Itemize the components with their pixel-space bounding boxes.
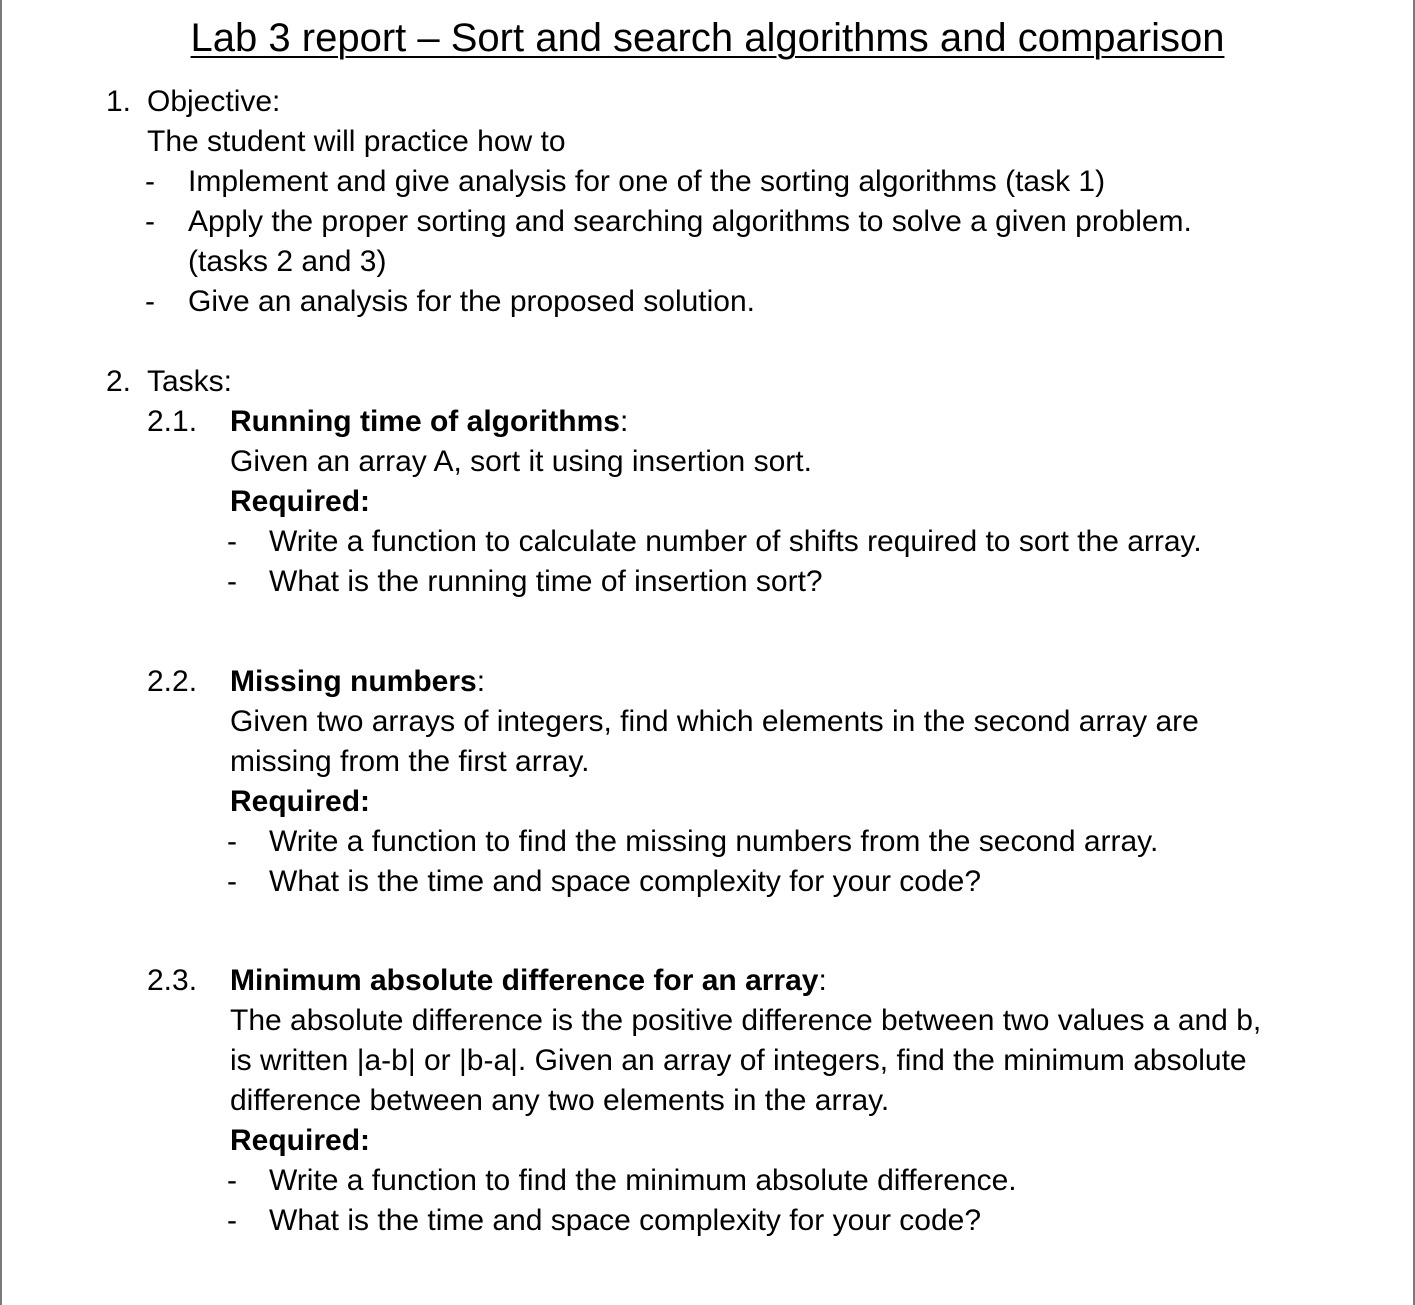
task-required-label: Required:: [230, 485, 371, 518]
task-requirement: Write a function to find the minimum absolute difference.: [269, 1164, 1017, 1197]
bullet-dash: -: [145, 285, 155, 318]
objective-bullet: Give an analysis for the proposed solution.: [188, 285, 755, 318]
task-required-label: Required:: [230, 785, 371, 818]
task-requirement: What is the time and space complexity for your code?: [269, 865, 982, 898]
bullet-dash: -: [227, 865, 237, 898]
objective-bullet: Apply the proper sorting and searching algorithms to solve a given problem.: [188, 205, 1192, 238]
section-heading-objective: Objective:: [147, 85, 281, 118]
task-description: difference between any two elements in the array.: [230, 1084, 890, 1117]
bullet-dash: -: [145, 165, 155, 198]
section-heading-tasks: Tasks:: [147, 365, 233, 398]
task-requirement: What is the running time of insertion sort?: [269, 565, 823, 598]
objective-bullet-continuation: (tasks 2 and 3): [188, 245, 387, 278]
task-requirement: What is the time and space complexity for your code?: [269, 1204, 982, 1237]
task-title: Running time of algorithms: [230, 405, 620, 438]
task-title-line: [230, 662, 485, 702]
task-number: 2.1.: [147, 405, 198, 438]
bullet-dash: -: [227, 565, 237, 598]
task-requirement: Write a function to calculate number of shifts required to sort the array.: [269, 525, 1202, 558]
bullet-dash: -: [227, 1164, 237, 1197]
task-title-line: [230, 961, 827, 1001]
bullet-dash: -: [227, 525, 237, 558]
task-description: missing from the first array.: [230, 745, 590, 778]
task-title: Minimum absolute difference for an array: [230, 964, 819, 997]
task-requirement: Write a function to find the missing numbers from the second array.: [269, 825, 1159, 858]
task-title-line: [230, 402, 628, 442]
task-description: Given an array A, sort it using insertion sort.: [230, 445, 812, 478]
task-description: The absolute difference is the positive difference between two values a and b,: [230, 1004, 1262, 1037]
bullet-dash: -: [227, 825, 237, 858]
page-title: Lab 3 report – Sort and search algorithms and comparison: [190, 16, 1225, 60]
task-number: 2.3.: [147, 964, 198, 997]
objective-bullet: Implement and give analysis for one of the sorting algorithms (task 1): [188, 165, 1106, 198]
bullet-dash: -: [145, 205, 155, 238]
task-title-colon: :: [818, 964, 827, 997]
task-title: Missing numbers: [230, 665, 477, 698]
task-title-colon: :: [620, 405, 629, 438]
task-title-colon: :: [476, 665, 486, 698]
objective-intro: The student will practice how to: [147, 125, 566, 158]
section-number-objective: 1.: [106, 85, 132, 118]
task-required-label: Required:: [230, 1124, 371, 1157]
task-description: is written |a-b| or |b-a|. Given an array of integers, find the minimum absolute: [230, 1044, 1247, 1077]
section-number-tasks: 2.: [106, 365, 132, 398]
bullet-dash: -: [227, 1204, 237, 1237]
task-description: Given two arrays of integers, find which elements in the second array are: [230, 705, 1199, 738]
task-number: 2.2.: [147, 665, 198, 698]
